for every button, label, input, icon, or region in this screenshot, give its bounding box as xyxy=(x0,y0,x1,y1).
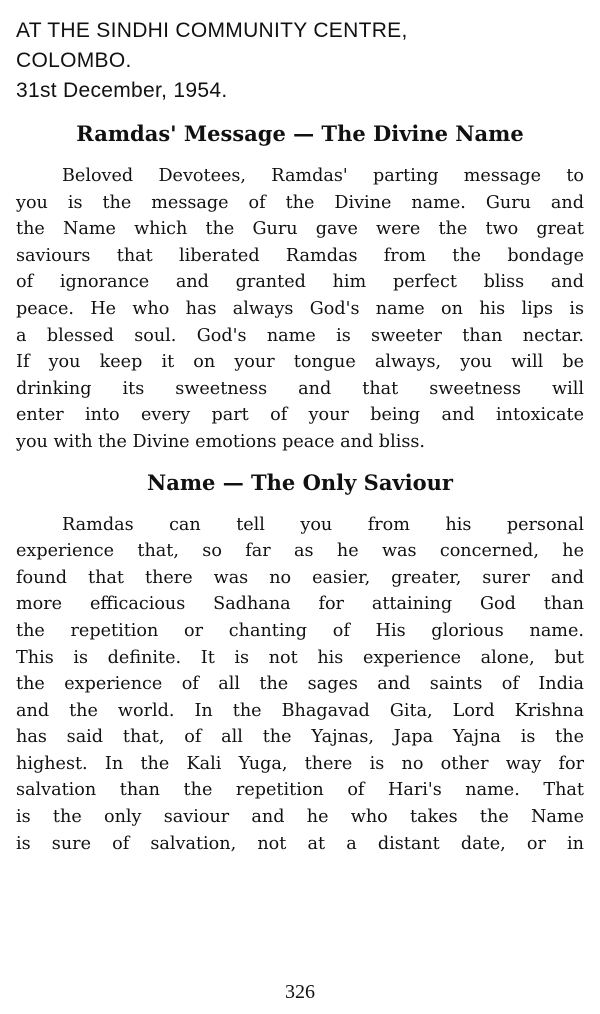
section-heading-only-saviour: Name — The Only Saviour xyxy=(147,469,453,495)
text-line: is sure of salvation, not at a distant date, or in xyxy=(16,833,584,854)
paragraph-divine-name xyxy=(16,163,584,456)
text-line: drinking its sweetness and that sweetness will xyxy=(16,378,584,399)
text-line: the experience of all the sages and saints of India xyxy=(16,674,584,695)
text-line: If you keep it on your tongue always, you will be xyxy=(16,352,584,373)
text-line: Ramdas can tell you from his personal xyxy=(62,514,584,535)
text-line: you with the Divine emotions peace and bliss. xyxy=(16,431,425,452)
text-line: the Name which the Guru gave were the two great xyxy=(16,219,584,240)
text-line: is the only saviour and he who takes the Name xyxy=(16,807,584,828)
text-line: of ignorance and granted him perfect bliss and xyxy=(16,272,584,293)
text-line: This is definite. It is not his experience alone, but xyxy=(16,647,584,668)
text-line: and the world. In the Bhagavad Gita, Lord Krishna xyxy=(16,700,584,721)
text-line: experience that, so far as he was concerned, he xyxy=(16,541,584,562)
book-page xyxy=(16,16,584,857)
location-header xyxy=(16,16,584,106)
text-line: more efficacious Sadhana for attaining God than xyxy=(16,594,584,615)
text-line: a blessed soul. God's name is sweeter than nectar. xyxy=(16,325,584,346)
text-line: found that there was no easier, greater, surer and xyxy=(16,567,584,588)
location-line-2: COLOMBO. xyxy=(16,49,132,72)
text-line: saviours that liberated Ramdas from the bondage xyxy=(16,245,584,266)
date-line: 31st December, 1954. xyxy=(16,79,228,102)
section-heading-divine-name: Ramdas' Message — The Divine Name xyxy=(76,121,524,146)
text-line: salvation than the repetition of Hari's name. That xyxy=(16,780,584,801)
text-line: Beloved Devotees, Ramdas' parting message to xyxy=(62,166,584,186)
text-line: you is the message of the Divine name. Guru and xyxy=(16,192,584,213)
text-line: has said that, of all the Yajnas, Japa Yajna is the xyxy=(16,727,584,748)
text-line: enter into every part of your being and intoxicate xyxy=(16,405,584,426)
page-number: 326 xyxy=(285,981,315,1003)
text-line: the repetition or chanting of His glorious name. xyxy=(16,620,584,641)
paragraph-only-saviour xyxy=(16,512,584,858)
text-line: peace. He who has always God's name on his lips is xyxy=(16,298,584,319)
location-line-1: AT THE SINDHI COMMUNITY CENTRE, xyxy=(16,19,408,42)
text-line: highest. In the Kali Yuga, there is no other way for xyxy=(16,753,584,774)
